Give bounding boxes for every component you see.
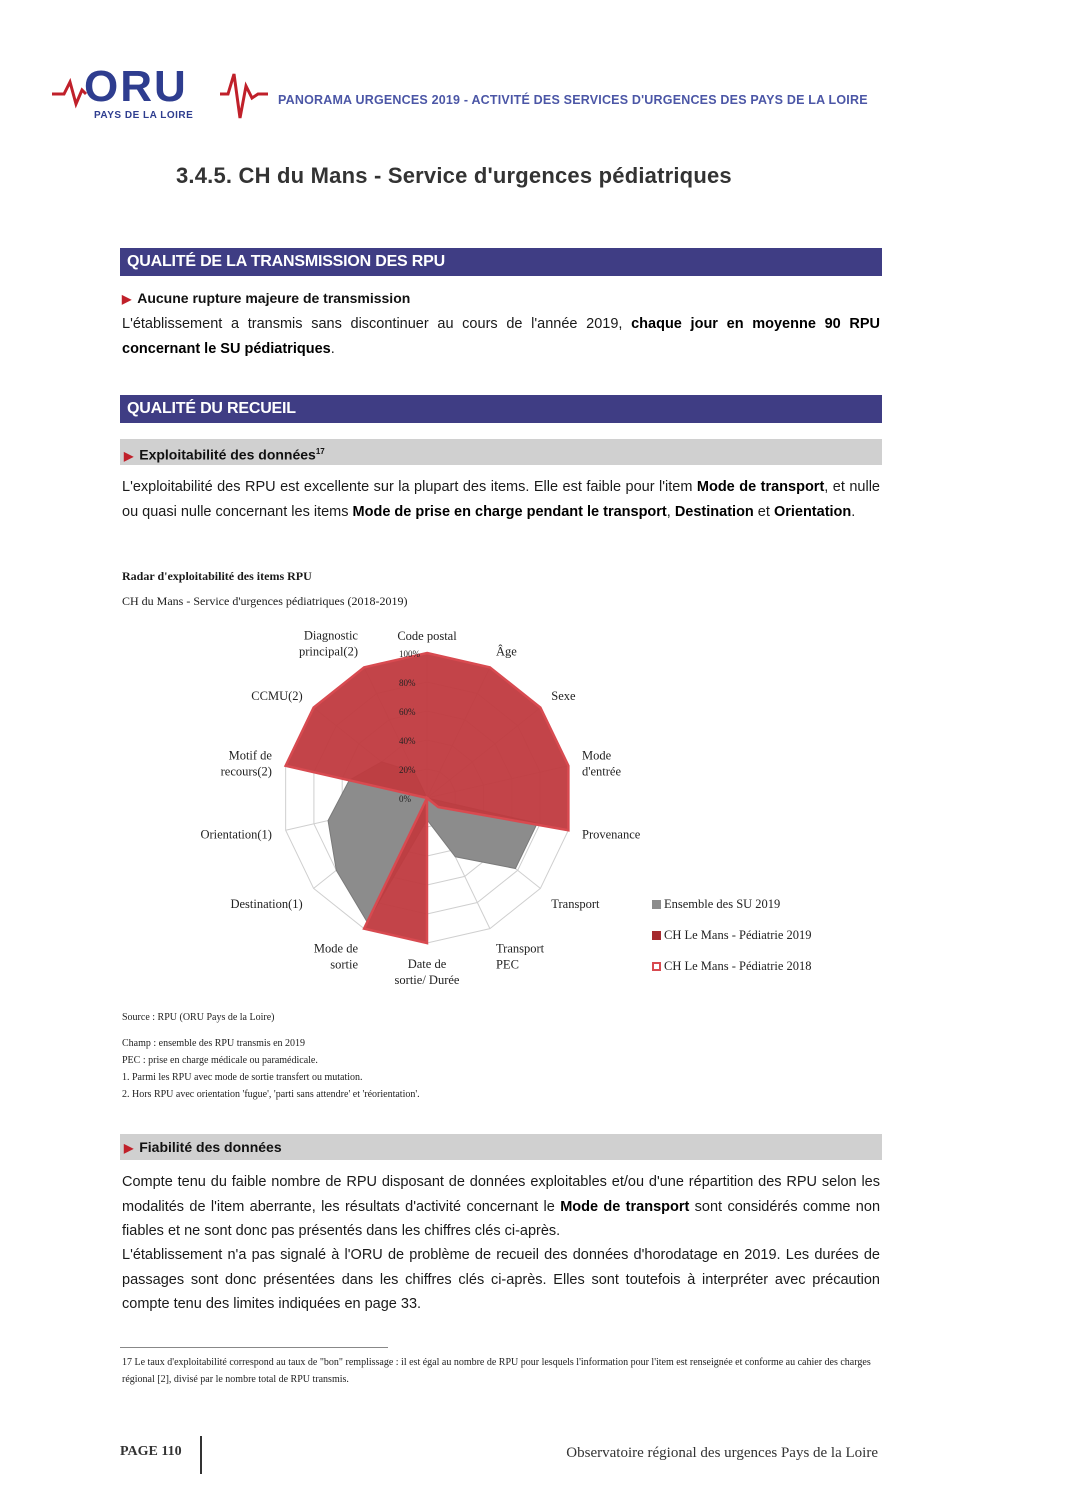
legend-item-2019: CH Le Mans - Pédiatrie 2019 (652, 928, 812, 943)
band-recueil: QUALITÉ DU RECUEIL (120, 395, 882, 423)
section-title: 3.4.5. CH du Mans - Service d'urgences pédiatriques (176, 163, 732, 188)
radar-axis-label: Code postal (397, 629, 457, 643)
radar-chart (0, 600, 1080, 1000)
chart-note-1: 1. Parmi les RPU avec mode de sortie transfert ou mutation. (122, 1072, 363, 1083)
radar-axis-label: Orientation(1) (200, 827, 272, 842)
logo-subtitle: PAYS DE LA LOIRE (94, 110, 194, 121)
triangle-icon: ▶ (124, 448, 134, 463)
triangle-icon: ▶ (122, 292, 132, 306)
radar-axis-label: Date de sortie/ Durée (394, 957, 460, 987)
fiabilite-text-1: Compte tenu du faible nombre de RPU disposant de données exploitables et/ou d'une répartition des RPU selon les modalités de l'item aberrante, les résultats d'activité concernant le Mode de transport sont considérés comme non fiables et ne sont donc pas présentés dans les chiffres clés ci-après. (122, 1174, 881, 1239)
radar-axis-label: Mode de sortie (313, 941, 359, 972)
legend-swatch (652, 900, 661, 909)
legend-item-2018: CH Le Mans - Pédiatrie 2018 (652, 959, 812, 974)
chart-pec: PEC : prise en charge médicale ou paramédicale. (122, 1055, 318, 1066)
fiabilite-text-2: L'établissement n'a pas signalé à l'ORU de problème de recueil des données d'horodatage en 2019. Les durées de passages sont donc présentées dans les chiffres clés ci-après. Elles sont toutefois à interpréter avec précaution compte tenu des limites indiquées en page 33. (122, 1247, 880, 1312)
radar-axis-label: Âge (495, 644, 517, 659)
transmission-text: L'établissement a transmis sans discontinuer au cours de l'année 2019, chaque jour en moyenne 90 RPU concernant le SU pédiatriques. (122, 316, 880, 357)
radar-axis-label: Motif de recours(2) (220, 748, 272, 779)
radar-axis-label: Mode d'entrée (582, 748, 622, 779)
exploitabilite-text: L'exploitabilité des RPU est excellente sur la plupart des items. Elle est faible pour l'item Mode de transport, et nulle ou quasi nulle concernant les items Mode de prise en charge pendant le transport, Destination et Orientation. (122, 479, 880, 520)
radar-tick-label: 20% (399, 765, 416, 775)
radar-tick-label: 0% (399, 794, 411, 804)
footer-organisation: Observatoire régional des urgences Pays de la Loire (566, 1445, 878, 1461)
chart-subtitle: CH du Mans - Service d'urgences pédiatriques (2018-2019) (122, 594, 408, 608)
radar-axis-label: Diagnostic principal(2) (298, 628, 359, 659)
radar-tick-label: 80% (399, 678, 416, 688)
subband-exploitabilite: ▶ Exploitabilité des données$^{17}$ (120, 439, 882, 465)
legend-item-ensemble: Ensemble des SU 2019 (652, 897, 780, 912)
radar-axis-label: Sexe (551, 688, 576, 703)
radar-tick-label: 40% (399, 736, 416, 746)
legend-swatch (652, 962, 661, 971)
footer-divider (200, 1436, 202, 1474)
chart-note-2: 2. Hors RPU avec orientation 'fugue', 'parti sans attendre' et 'réorientation'. (122, 1089, 420, 1100)
radar-axis-label: Provenance (582, 827, 641, 842)
footnote-rule (120, 1347, 388, 1348)
legend-swatch (652, 931, 661, 940)
chart-champ: Champ : ensemble des RPU transmis en 2019 (122, 1038, 306, 1049)
radar-axis-label: Destination(1) (230, 897, 303, 912)
header-title: PANORAMA URGENCES 2019 - ACTIVITÉ DES SERVICES D'URGENCES DES PAYS DE LA LOIRE (278, 93, 868, 107)
page-number: PAGE 110 (120, 1444, 182, 1459)
band-transmission: QUALITÉ DE LA TRANSMISSION DES RPU (120, 248, 882, 276)
radar-axis-label: Transport (551, 897, 600, 912)
subband-fiabilite: ▶ Fiabilité des données (120, 1134, 882, 1160)
oru-logo (50, 60, 270, 130)
radar-tick-label: 100% (399, 649, 420, 659)
chart-title: Radar d'exploitabilité des items RPU (122, 569, 312, 583)
radar-axis-label: CCMU(2) (251, 688, 303, 703)
radar-tick-label: 60% (399, 707, 416, 717)
logo-text: ORU (84, 62, 188, 111)
triangle-icon: ▶ (124, 1141, 134, 1155)
radar-axis-label: Transport PEC (495, 941, 545, 972)
chart-source: Source : RPU (ORU Pays de la Loire) (122, 1012, 275, 1023)
transmission-bullet: ▶ Aucune rupture majeure de transmission (122, 290, 411, 306)
footnote: 17 Le taux d'exploitabilité correspond au taux de "bon" remplissage : il est égal au nombre de RPU pour lesquels l'information pour l'item est renseignée et conforme au cahier des charges régional [2], divisé par le nombre total de RPU transmis. (122, 1357, 871, 1385)
